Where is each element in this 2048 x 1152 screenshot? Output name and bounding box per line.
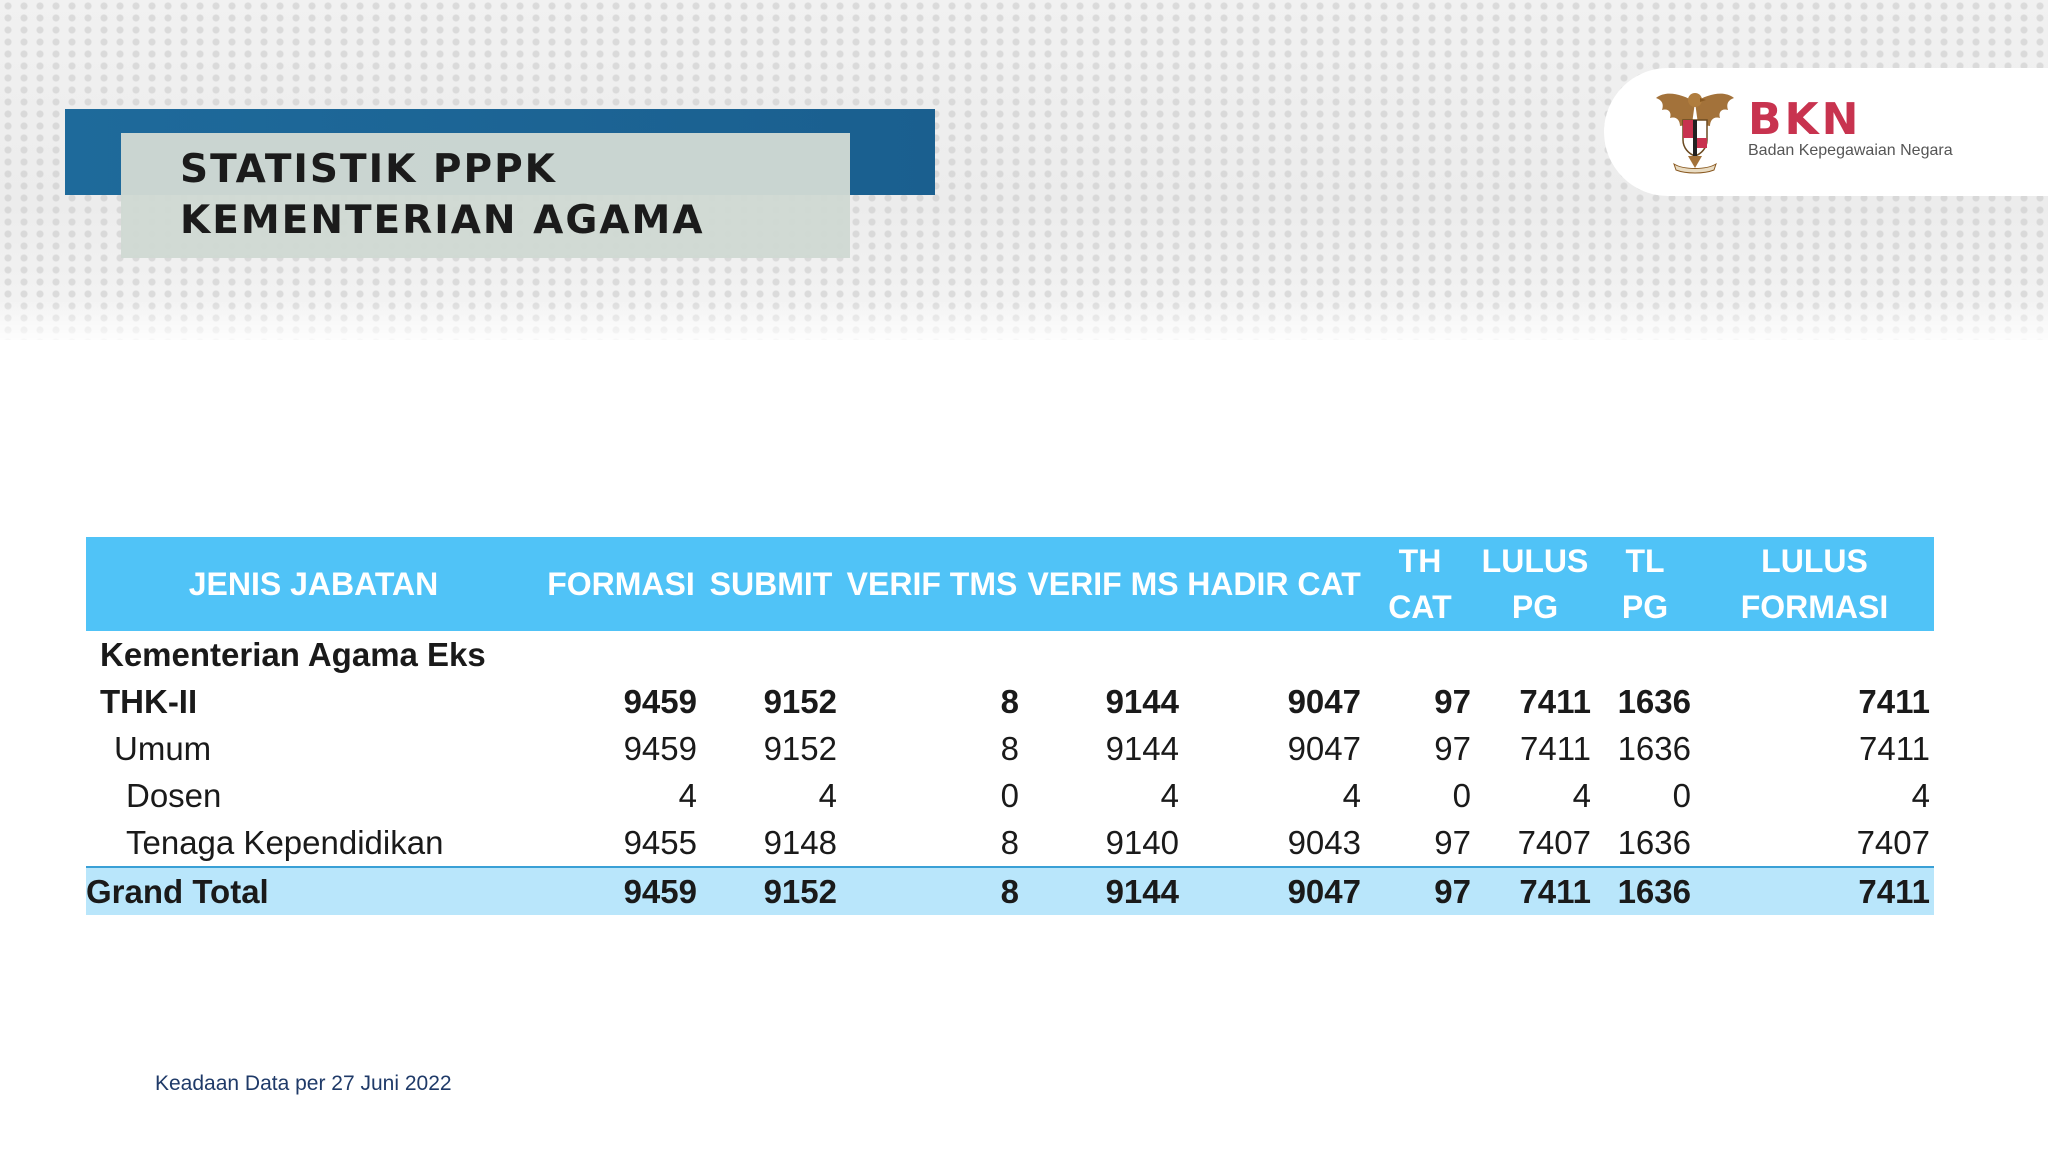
- cell-lulus-pg: 7411: [1519, 683, 1591, 720]
- cell-th-cat: 97: [1434, 730, 1471, 767]
- page-title-line-2: KEMENTERIAN AGAMA: [180, 198, 705, 243]
- cell-hadir-cat: 9043: [1287, 824, 1361, 861]
- cell-th-cat: 97: [1365, 867, 1475, 915]
- cell-lulus-formasi: 7411: [1695, 867, 1934, 915]
- cell-lulus-formasi: 7411: [1858, 683, 1930, 720]
- cell-lulus-pg: 7411: [1520, 730, 1591, 767]
- cell-submit: 9152: [763, 730, 837, 767]
- cell-verif-tms: 0: [1000, 777, 1019, 814]
- page-title-line-1: STATISTIK PPPK: [180, 147, 557, 192]
- table-row: [86, 819, 1934, 867]
- statistics-table-container: [86, 537, 1934, 915]
- cell-th-cat: 97: [1434, 824, 1471, 861]
- brand-subtitle: Badan Kepegawaian Negara: [1748, 142, 1953, 159]
- cell-formasi: 9459: [623, 683, 697, 720]
- cell-tl-pg: 1636: [1617, 730, 1691, 767]
- garuda-emblem-icon: [1652, 84, 1738, 174]
- row-label: Umum: [114, 730, 212, 767]
- cell-lulus-pg: 4: [1572, 777, 1591, 814]
- cell-lulus-formasi: 7407: [1856, 824, 1930, 861]
- cell-hadir-cat: 9047: [1287, 730, 1361, 767]
- cell-verif-tms: 8: [1000, 730, 1019, 767]
- cell-tl-pg: 0: [1672, 777, 1691, 814]
- group-label: Kementerian Agama Eks: [100, 636, 486, 673]
- column-header: TL PG: [1595, 537, 1695, 631]
- cell-tl-pg: 1636: [1617, 824, 1691, 861]
- table-group-row: [86, 631, 1934, 678]
- cell-submit: 9152: [701, 867, 841, 915]
- cell-tl-pg: 1636: [1617, 683, 1691, 720]
- data-date-footnote: Keadaan Data per 27 Juni 2022: [155, 1072, 452, 1095]
- cell-formasi: 9459: [623, 730, 697, 767]
- cell-th-cat: 97: [1434, 683, 1471, 720]
- cell-verif-tms: 8: [1000, 683, 1019, 720]
- column-header: SUBMIT: [701, 537, 841, 631]
- cell-hadir-cat: 4: [1342, 777, 1361, 814]
- cell-submit: 9152: [763, 683, 837, 720]
- cell-submit: 4: [818, 777, 837, 814]
- column-header: TH CAT: [1365, 537, 1475, 631]
- table-header-row: [86, 537, 1934, 631]
- cell-lulus-pg: 7407: [1517, 824, 1591, 861]
- cell-verif-ms: 9144: [1105, 683, 1179, 720]
- cell-lulus-formasi: 4: [1911, 777, 1930, 814]
- cell-submit: 9148: [763, 824, 837, 861]
- column-header: LULUS FORMASI: [1695, 537, 1934, 631]
- cell-hadir-cat: 9047: [1287, 683, 1361, 720]
- row-label: Tenaga Kependidikan: [126, 824, 444, 861]
- cell-verif-ms: 9144: [1105, 730, 1179, 767]
- table-row: [86, 772, 1934, 819]
- column-header: VERIF TMS: [841, 537, 1023, 631]
- cell-verif-ms: 9140: [1105, 824, 1179, 861]
- cell-formasi: 9455: [623, 824, 697, 861]
- column-header: HADIR CAT: [1183, 537, 1365, 631]
- cell-lulus-formasi: 7411: [1859, 730, 1930, 767]
- row-label: Grand Total: [86, 867, 541, 915]
- banner-fade: [0, 300, 2048, 350]
- row-label: Dosen: [126, 777, 222, 814]
- cell-formasi: 4: [678, 777, 697, 814]
- row-label: THK-II: [100, 683, 198, 720]
- cell-verif-ms: 9144: [1023, 867, 1183, 915]
- cell-hadir-cat: 9047: [1183, 867, 1365, 915]
- column-header: JENIS JABATAN: [86, 537, 541, 631]
- statistics-table: [86, 537, 1934, 915]
- cell-th-cat: 0: [1452, 777, 1471, 814]
- cell-verif-tms: 8: [1000, 824, 1019, 861]
- cell-verif-tms: 8: [841, 867, 1023, 915]
- column-header: FORMASI: [541, 537, 701, 631]
- grand-total-row: [86, 867, 1934, 915]
- cell-lulus-pg: 7411: [1475, 867, 1595, 915]
- cell-verif-ms: 4: [1160, 777, 1179, 814]
- table-row: [86, 678, 1934, 725]
- column-header: VERIF MS: [1023, 537, 1183, 631]
- cell-formasi: 9459: [541, 867, 701, 915]
- table-row: [86, 725, 1934, 772]
- cell-tl-pg: 1636: [1595, 867, 1695, 915]
- brand-name: BKN: [1748, 94, 1862, 145]
- column-header: LULUS PG: [1475, 537, 1595, 631]
